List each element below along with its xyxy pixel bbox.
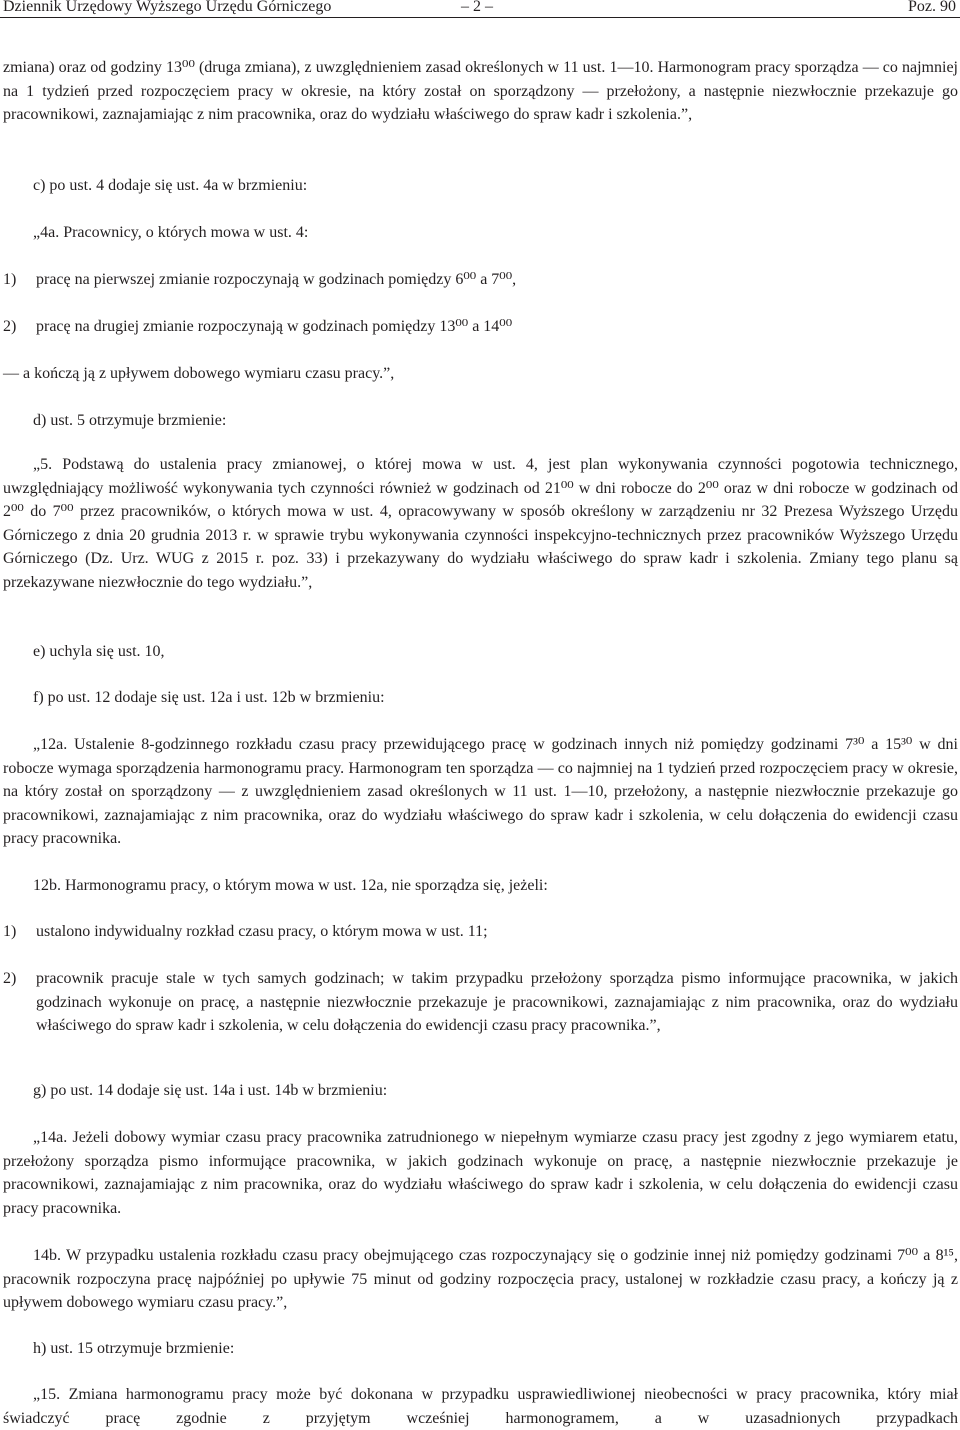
- position-number: Poz. 90: [908, 0, 956, 15]
- list-text: pracownik pracuje stale w tych samych godzinach; w takim przypadku przełożony sporządza pismo informujące pracownika, w jakich godzinach wykonuje on pracę, a następnie niezwłocznie przekazuje je pracownikowi, zaznajamiając z nim pracownika, oraz do wydziału właściwego do spraw kadr i szkolenia, w celu dołączenia do ewidencji czasu pracy pracownika.”,: [36, 970, 958, 1034]
- header-rule: [0, 17, 960, 18]
- list-text: ustalono indywidualny rozkład czasu pracy, o którym mowa w ust. 11;: [36, 923, 488, 940]
- point-e: e) uchyla się ust. 10,: [33, 643, 165, 660]
- point-c: c) po ust. 4 dodaje się ust. 4a w brzmieniu:: [33, 177, 308, 194]
- point-g: g) po ust. 14 dodaje się ust. 14a i ust. 14b w brzmieniu:: [33, 1082, 388, 1099]
- point-h: h) ust. 15 otrzymuje brzmienie:: [33, 1340, 235, 1357]
- point-f: f) po ust. 12 dodaje się ust. 12a i ust. 12b w brzmieniu:: [33, 689, 385, 706]
- list-item-4a-2: [3, 315, 958, 339]
- page-number: – 2 –: [461, 0, 493, 15]
- journal-title: Dziennik Urzędowy Wyższego Urzędu Górniczego: [3, 0, 332, 15]
- section-5: „5. Podstawą do ustalenia pracy zmianowej, o której mowa w ust. 4, jest plan wykonywania czynności pogotowia technicznego, uwzględniający możliwość wykonywania tych czynności również w godzinach od 21⁰⁰ w dni robocze do 2⁰⁰ oraz w dni robocze w godzinach od 2⁰⁰ do 7⁰⁰ przez pracowników, o których mowa w ust. 4, opracowywany w sposób określony w zarządzeniu nr 32 Prezesa Wyższego Urzędu Górniczego z dnia 20 grudnia 2013 r. w sprawie trybu wykonywania czynności inspekcyjno-technicznych przez pracowników Wyższego Urzędu Górniczego (Dz. Urz. WUG z 2015 r. poz. 33) i przekazywany do wydziału właściwego do spraw kadr i szkolenia. Zmiany tego planu są przekazywane niezwłocznie do tego wydziału.”,: [3, 456, 958, 591]
- list-item-12b-1: [3, 920, 958, 944]
- list-text: pracę na pierwszej zmianie rozpoczynają w godzinach pomiędzy 6⁰⁰ a 7⁰⁰,: [36, 271, 517, 288]
- section-14b: 14b. W przypadku ustalenia rozkładu czasu pracy obejmującego czas rozpoczynający się o godzinie innej niż pomiędzy godzinami 7⁰⁰ a 8¹⁵, pracownik rozpoczyna pracę najpóźniej po upływie 75 minut od godziny rozpoczęcia pracy, ustalonej w rozkładzie czasu pracy, a kończy ją z upływem dobowego wymiaru czasu pracy.”,: [3, 1247, 958, 1311]
- paragraph-continuation: zmiana) oraz od godziny 13⁰⁰ (druga zmiana), z uwzględnieniem zasad określonych w 11 ust. 1—10. Harmonogram pracy sporządza — co najmniej na 1 tydzień przed rozpoczęciem pracy w okresie, na który został on sporządzony — przełożony, a następnie niezwłocznie przekazuje go pracownikowi, zaznajamiając z nim pracownika, oraz do wydziału właściwego do spraw kadr i szkolenia.”,: [3, 59, 958, 123]
- list-item-4a-1: [3, 268, 958, 292]
- section-4a-ending: — a kończą ją z upływem dobowego wymiaru czasu pracy.”,: [3, 365, 395, 382]
- list-number: 1): [3, 271, 17, 288]
- list-number: 2): [3, 318, 17, 335]
- list-text: pracę na drugiej zmianie rozpoczynają w godzinach pomiędzy 13⁰⁰ a 14⁰⁰: [36, 318, 513, 335]
- section-15: „15. Zmiana harmonogramu pracy może być dokonana w przypadku usprawiedliwionej nieobecności w pracy pracownika, który miał świadczyć pracę zgodnie z przyjętym wcześniej harmonogramem, a w uzasadnionych przypadkach: [3, 1386, 958, 1427]
- section-12a: „12a. Ustalenie 8-godzinnego rozkładu czasu pracy przewidującego pracę w godzinach innych niż pomiędzy godzinami 7³⁰ a 15³⁰ w dni robocze wymaga sporządzenia harmonogramu pracy. Harmonogram ten sporządza — co najmniej na 1 tydzień przed rozpoczęciem pracy w okresie, na który został on sporządzony — z uwzględnieniem zasad określonych w 11 ust. 1—10, przełożony, a następnie niezwłocznie przekazuje go pracownikowi, zaznajamiając z nim pracownika, oraz do wydziału właściwego do spraw kadr i szkolenia, w celu dołączenia do ewidencji czasu pracy pracownika.: [3, 736, 958, 847]
- page-header: [0, 0, 960, 18]
- section-4a: „4a. Pracownicy, o których mowa w ust. 4:: [33, 224, 309, 241]
- list-item-12b-2: [3, 967, 958, 1038]
- list-number: 1): [3, 923, 17, 940]
- section-12b: 12b. Harmonogramu pracy, o którym mowa w ust. 12a, nie sporządza się, jeżeli:: [33, 877, 548, 894]
- list-number: 2): [3, 970, 17, 987]
- point-d: d) ust. 5 otrzymuje brzmienie:: [33, 412, 227, 429]
- section-14a: „14a. Jeżeli dobowy wymiar czasu pracy pracownika zatrudnionego w niepełnym wymiarze czasu pracy jest zgodny z jego wymiarem etatu, przełożony sporządza pismo informujące pracownika, w jakich godzinach wykonuje on pracę, a następnie niezwłocznie przekazuje je pracownikowi, zaznajamiając z nim pracownika, oraz do wydziału właściwego do spraw kadr i szkolenia, w celu dołączenia do ewidencji czasu pracy pracownika.: [3, 1129, 958, 1217]
